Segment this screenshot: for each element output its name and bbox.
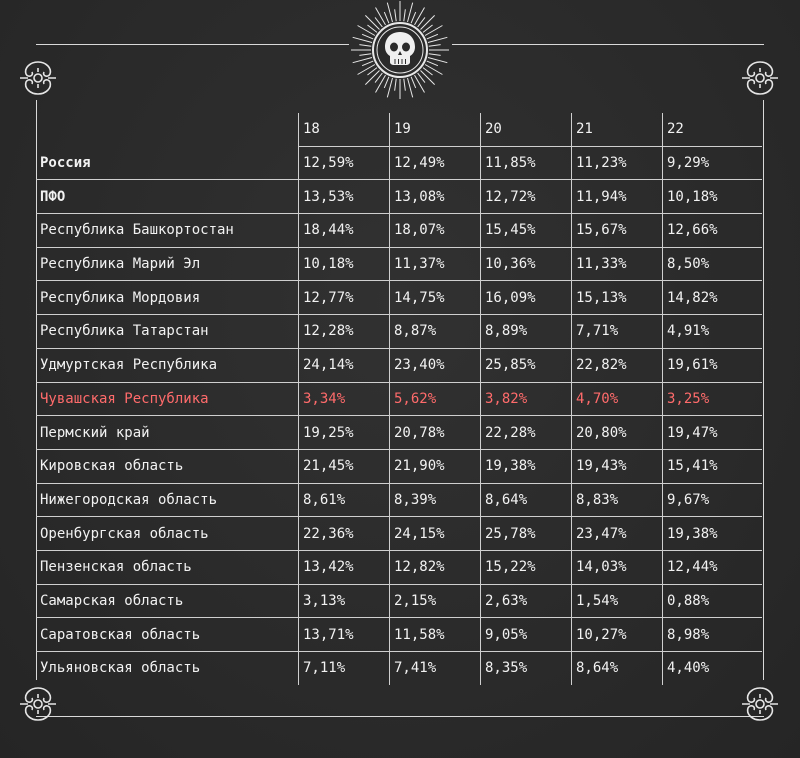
value-cell: 23,40% <box>390 348 481 382</box>
sunburst-ray <box>404 9 406 21</box>
sunburst-ray <box>428 37 447 42</box>
value-cell: 11,94% <box>572 180 663 214</box>
value-cell: 8,35% <box>481 652 572 685</box>
sunburst-ray <box>415 75 425 92</box>
sunburst-ray <box>362 61 373 66</box>
value-cell: 8,50% <box>663 247 763 281</box>
sunburst-ray <box>384 77 389 88</box>
value-cell: 10,36% <box>481 247 572 281</box>
value-cell: 19,25% <box>299 416 390 450</box>
value-cell: 19,38% <box>481 449 572 483</box>
value-cell: 13,53% <box>299 180 390 214</box>
value-cell: 15,22% <box>481 550 572 584</box>
sunburst-ray <box>408 3 413 22</box>
frame-bottom-line <box>36 716 764 717</box>
sunburst-ray <box>428 58 447 63</box>
table-row <box>36 315 762 349</box>
sunburst-ray <box>362 34 373 39</box>
sunburst-ray <box>365 71 379 85</box>
column-header: 19 <box>390 113 481 146</box>
value-cell: 14,82% <box>663 281 763 315</box>
value-cell: 7,71% <box>572 315 663 349</box>
sunburst-ray <box>395 9 397 21</box>
value-cell: 11,37% <box>390 247 481 281</box>
region-name: Республика Башкортостан <box>36 214 299 248</box>
value-cell: 18,44% <box>299 214 390 248</box>
sunburst-ray <box>359 54 371 56</box>
region-name: ПФО <box>36 180 299 214</box>
value-cell: 8,87% <box>390 315 481 349</box>
value-cell: 12,72% <box>481 180 572 214</box>
table-row <box>36 449 762 483</box>
region-name: Удмуртская Республика <box>36 348 299 382</box>
table-row <box>36 214 762 248</box>
value-cell: 20,80% <box>572 416 663 450</box>
table-row <box>36 584 762 618</box>
value-cell: 2,15% <box>390 584 481 618</box>
table-row <box>36 247 762 281</box>
value-cell: 23,47% <box>572 517 663 551</box>
table-row <box>36 180 762 214</box>
value-cell: 22,28% <box>481 416 572 450</box>
sunburst-ray <box>353 37 372 42</box>
value-cell: 0,88% <box>663 584 763 618</box>
region-name: Пермский край <box>36 416 299 450</box>
sunburst-ray <box>415 8 425 25</box>
value-cell: 16,09% <box>481 281 572 315</box>
value-cell: 25,85% <box>481 348 572 382</box>
region-name: Чувашская Республика <box>36 382 299 416</box>
value-cell: 15,13% <box>572 281 663 315</box>
table-row <box>36 483 762 517</box>
value-cell: 19,43% <box>572 449 663 483</box>
value-cell: 19,61% <box>663 348 763 382</box>
skull-sunburst-icon <box>348 0 452 100</box>
value-cell: 13,42% <box>299 550 390 584</box>
table-row <box>36 550 762 584</box>
value-cell: 3,25% <box>663 382 763 416</box>
value-cell: 24,15% <box>390 517 481 551</box>
value-cell: 12,66% <box>663 214 763 248</box>
value-cell: 22,82% <box>572 348 663 382</box>
value-cell: 3,13% <box>299 584 390 618</box>
value-cell: 10,27% <box>572 618 663 652</box>
value-cell: 3,34% <box>299 382 390 416</box>
sunburst-ray <box>395 79 397 91</box>
value-cell: 11,58% <box>390 618 481 652</box>
value-cell: 10,18% <box>663 180 763 214</box>
value-cell: 15,45% <box>481 214 572 248</box>
column-header: 21 <box>572 113 663 146</box>
sunburst-ray <box>421 15 435 29</box>
flourish-ornament-icon <box>16 682 60 726</box>
column-header: 18 <box>299 113 390 146</box>
value-cell: 7,41% <box>390 652 481 685</box>
value-cell: 14,03% <box>572 550 663 584</box>
sunburst-ray <box>404 79 406 91</box>
sunburst-ray <box>425 65 442 75</box>
value-cell: 4,91% <box>663 315 763 349</box>
value-cell: 7,11% <box>299 652 390 685</box>
value-cell: 18,07% <box>390 214 481 248</box>
value-cell: 25,78% <box>481 517 572 551</box>
frame-right-line <box>763 100 764 680</box>
region-name: Кировская область <box>36 449 299 483</box>
region-percentage-table <box>36 113 762 685</box>
region-name: Пензенская область <box>36 550 299 584</box>
region-name: Россия <box>36 146 299 180</box>
sunburst-ray <box>384 12 389 23</box>
value-cell: 9,67% <box>663 483 763 517</box>
value-cell: 14,75% <box>390 281 481 315</box>
value-cell: 15,67% <box>572 214 663 248</box>
value-cell: 13,71% <box>299 618 390 652</box>
value-cell: 8,64% <box>481 483 572 517</box>
value-cell: 10,18% <box>299 247 390 281</box>
value-cell: 15,41% <box>663 449 763 483</box>
value-cell: 8,61% <box>299 483 390 517</box>
sunburst-ray <box>429 45 441 47</box>
region-name: Нижегородская область <box>36 483 299 517</box>
value-cell: 9,05% <box>481 618 572 652</box>
header-region-cell <box>36 113 299 146</box>
table-row-highlighted <box>36 382 762 416</box>
value-cell: 8,64% <box>572 652 663 685</box>
table-row <box>36 281 762 315</box>
region-name: Ульяновская область <box>40 660 201 677</box>
sunburst-ray <box>387 3 392 22</box>
column-header: 22 <box>663 113 763 146</box>
region-name: Самарская область <box>36 584 299 618</box>
region-name: Оренбургская область <box>36 517 299 551</box>
sunburst-ray <box>358 65 375 75</box>
value-cell: 3,82% <box>481 382 572 416</box>
flourish-ornament-icon <box>738 682 782 726</box>
region-name: Республика Татарстан <box>36 315 299 349</box>
sunburst-ray <box>427 61 438 66</box>
value-cell: 21,90% <box>390 449 481 483</box>
sunburst-ray <box>359 45 371 47</box>
table-row <box>36 517 762 551</box>
value-cell: 11,33% <box>572 247 663 281</box>
value-cell: 2,63% <box>481 584 572 618</box>
value-cell: 12,49% <box>390 146 481 180</box>
value-cell: 13,08% <box>390 180 481 214</box>
value-cell: 9,29% <box>663 146 763 180</box>
sunburst-ray <box>429 54 441 56</box>
value-cell: 4,70% <box>572 382 663 416</box>
value-cell: 8,89% <box>481 315 572 349</box>
frame-top-left-line <box>36 44 349 45</box>
value-cell: 12,28% <box>299 315 390 349</box>
table-row <box>36 652 762 685</box>
value-cell: 22,36% <box>299 517 390 551</box>
sunburst-ray <box>387 78 392 97</box>
value-cell: 12,82% <box>390 550 481 584</box>
value-cell: 21,45% <box>299 449 390 483</box>
sunburst-ray <box>427 34 438 39</box>
value-cell: 24,14% <box>299 348 390 382</box>
flourish-ornament-icon <box>16 56 60 100</box>
value-cell: 8,98% <box>663 618 763 652</box>
region-name: Саратовская область <box>36 618 299 652</box>
value-cell: 4,40% <box>663 652 763 685</box>
value-cell: 8,83% <box>572 483 663 517</box>
region-name: Республика Марий Эл <box>36 247 299 281</box>
sunburst-ray <box>376 8 386 25</box>
value-cell: 8,39% <box>390 483 481 517</box>
column-header: 20 <box>481 113 572 146</box>
value-cell: 12,59% <box>299 146 390 180</box>
region-name: Республика Мордовия <box>36 281 299 315</box>
table-row <box>36 618 762 652</box>
sunburst-ray <box>411 12 416 23</box>
sunburst-ray <box>365 15 379 29</box>
flourish-ornament-icon <box>738 56 782 100</box>
table-header-row <box>36 113 762 146</box>
sunburst-ray <box>411 77 416 88</box>
value-cell: 12,44% <box>663 550 763 584</box>
value-cell: 19,38% <box>663 517 763 551</box>
table-row <box>36 416 762 450</box>
table-row <box>36 146 762 180</box>
value-cell: 20,78% <box>390 416 481 450</box>
sunburst-ray <box>408 78 413 97</box>
sunburst-ray <box>425 26 442 36</box>
table-row <box>36 348 762 382</box>
value-cell: 5,62% <box>390 382 481 416</box>
sunburst-ray <box>376 75 386 92</box>
frame-top-right-line <box>452 44 764 45</box>
sunburst-ray <box>421 71 435 85</box>
value-cell: 12,77% <box>299 281 390 315</box>
value-cell: 11,23% <box>572 146 663 180</box>
value-cell: 11,85% <box>481 146 572 180</box>
sunburst-ray <box>353 58 372 63</box>
value-cell: 1,54% <box>572 584 663 618</box>
sunburst-ray <box>358 26 375 36</box>
value-cell: 19,47% <box>663 416 763 450</box>
